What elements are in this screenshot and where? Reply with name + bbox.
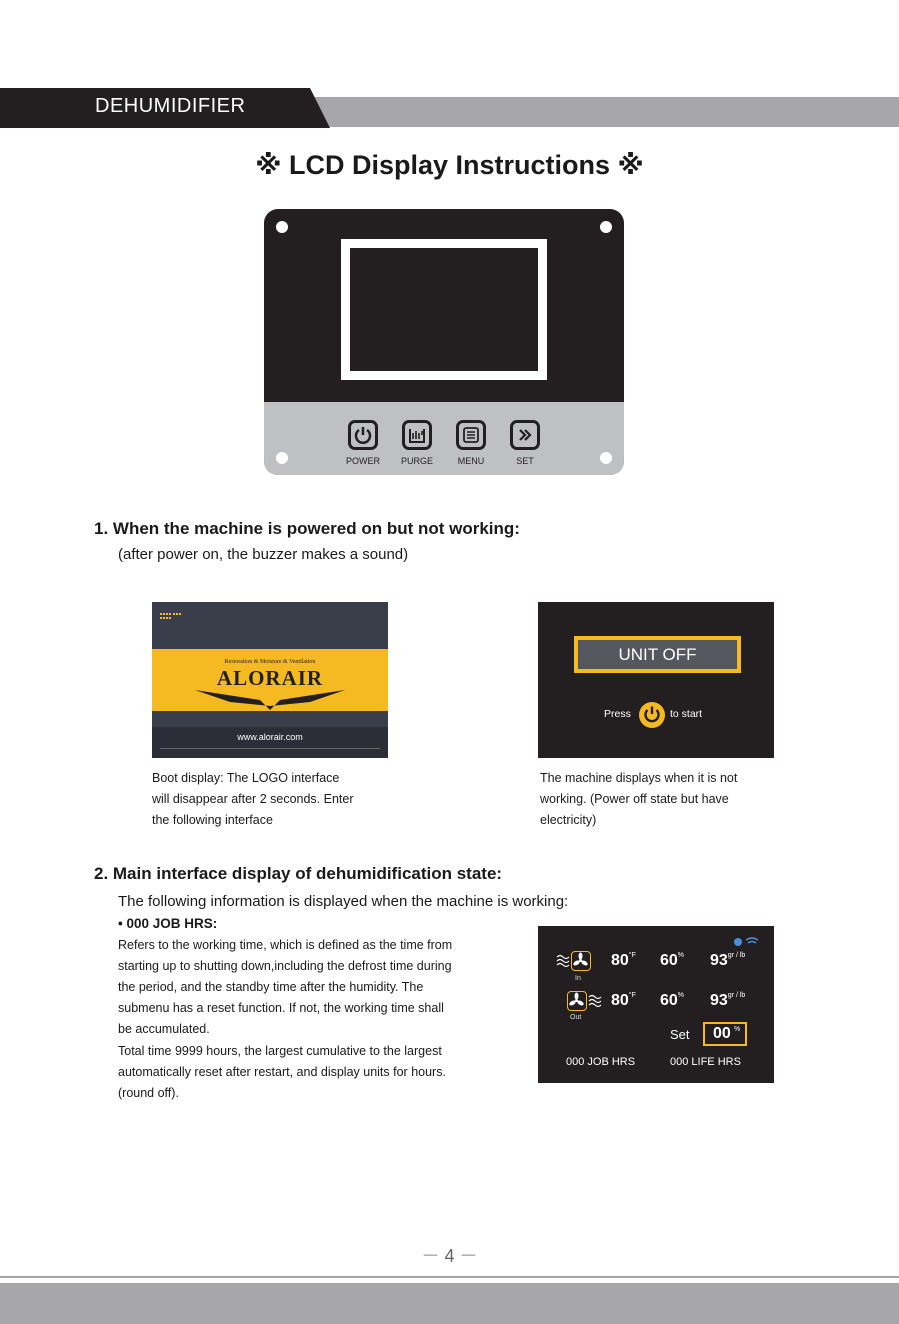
- in-grains: [710, 952, 745, 970]
- gr-unit: gr / lb: [727, 952, 746, 959]
- paragraph-line: Refers to the working time, which is defined as the time from: [118, 938, 453, 952]
- power-label: POWER: [345, 456, 380, 466]
- power-button[interactable]: [348, 420, 378, 450]
- caption-line: electricity): [540, 813, 597, 827]
- paragraph-line: automatically reset after restart, and display units for hours.: [118, 1065, 446, 1079]
- set-humidity-box: [703, 1022, 747, 1046]
- screw-top-left: [276, 221, 288, 233]
- caption-line: working. (Power off state but have: [540, 792, 729, 806]
- section2-heading: 2. Main interface display of dehumidification state:: [94, 864, 503, 883]
- screw-bottom-left: [276, 452, 288, 464]
- wave-icon: [556, 954, 572, 968]
- off-caption: [540, 768, 737, 831]
- caption-line: Boot display: The LOGO interface: [152, 771, 340, 785]
- menu-icon: [459, 423, 483, 447]
- status-dots-icon: [160, 611, 184, 621]
- brand-logo: ALORAIR: [216, 666, 324, 690]
- fan-out-icon: [567, 991, 587, 1011]
- logo-tagline: Restoration & Moisture & Ventilation: [224, 659, 316, 665]
- temp-unit: °F: [628, 952, 636, 959]
- boot-caption: [152, 768, 354, 831]
- hum-unit: %: [677, 992, 685, 999]
- section1-subheading: (after power on, the buzzer makes a sound): [118, 546, 409, 563]
- out-temp-value: 80: [611, 992, 629, 1009]
- screw-top-right: [600, 221, 612, 233]
- lcd-screen-frame: [341, 239, 547, 380]
- menu-label: MENU: [457, 456, 485, 466]
- control-panel-figure: [264, 209, 624, 475]
- menu-button[interactable]: [456, 420, 486, 450]
- in-label: In: [575, 975, 581, 982]
- bullet-title: 000 JOB HRS:: [126, 916, 218, 931]
- paragraph-line: be accumulated.: [118, 1022, 210, 1036]
- out-temperature: [611, 992, 636, 1010]
- bullet-dot: •: [118, 916, 127, 931]
- fan-in-icon: [571, 951, 591, 971]
- unit-off-status: UNIT OFF: [574, 636, 741, 673]
- out-grains: [710, 992, 745, 1010]
- set-unit: %: [734, 1026, 741, 1033]
- lcd-screen: [350, 248, 538, 371]
- set-text: Set: [670, 1027, 690, 1042]
- job-hrs-description: [118, 935, 452, 1040]
- main-working-screen: [538, 926, 774, 1083]
- set-button[interactable]: [510, 420, 540, 450]
- in-temp-value: 80: [611, 952, 629, 969]
- out-humidity: [660, 992, 684, 1010]
- caption-line: the following interface: [152, 813, 273, 827]
- out-hum-value: 60: [660, 992, 678, 1009]
- in-temperature: [611, 952, 636, 970]
- paragraph-line: the period, and the standby time after the humidity. The: [118, 980, 424, 994]
- temp-unit: °F: [628, 992, 636, 999]
- bullet-heading: [118, 916, 217, 931]
- section1-heading: 1. When the machine is powered on but not working:: [94, 519, 520, 538]
- wifi-status-icon: [732, 936, 762, 948]
- out-label: Out: [570, 1014, 582, 1021]
- to-start-text: to start: [670, 708, 703, 720]
- in-gr-value: 93: [710, 952, 728, 969]
- life-hrs-readout: 000 LIFE HRS: [670, 1056, 741, 1068]
- hum-unit: %: [677, 952, 685, 959]
- screw-bottom-right: [600, 452, 612, 464]
- press-text: Press: [604, 708, 631, 720]
- footer-line: [0, 1276, 899, 1278]
- paragraph-line: (round off).: [118, 1086, 179, 1100]
- set-arrows-icon: [513, 423, 537, 447]
- header-title: DEHUMIDIFIER: [95, 95, 246, 117]
- power-icon: [351, 423, 375, 447]
- footer-divider: [160, 748, 380, 749]
- footer-band: [0, 1283, 899, 1324]
- purge-icon: [405, 423, 429, 447]
- boot-screen: [152, 602, 388, 758]
- purge-label: PURGE: [400, 456, 433, 466]
- out-gr-value: 93: [710, 992, 728, 1009]
- caption-line: will disappear after 2 seconds. Enter: [152, 792, 354, 806]
- job-hrs-readout: 000 JOB HRS: [566, 1056, 636, 1068]
- gr-unit: gr / lb: [727, 992, 746, 999]
- page-title: ※ LCD Display Instructions ※: [255, 150, 644, 180]
- set-value: 00: [713, 1025, 731, 1042]
- in-hum-value: 60: [660, 952, 678, 969]
- website-url: www.alorair.com: [237, 732, 303, 742]
- power-icon: [638, 701, 666, 729]
- total-time-description: [118, 1041, 446, 1104]
- in-humidity: [660, 952, 684, 970]
- section2-subheading: The following information is displayed when the machine is working:: [118, 893, 569, 910]
- set-label: SET: [516, 456, 534, 466]
- wave-icon: [588, 994, 604, 1008]
- paragraph-line: Total time 9999 hours, the largest cumulative to the largest: [118, 1044, 442, 1058]
- page-number: － 4 －: [421, 1246, 478, 1266]
- purge-button[interactable]: [402, 420, 432, 450]
- caption-line: The machine displays when it is not: [540, 771, 738, 785]
- unit-off-screen: [538, 602, 774, 758]
- paragraph-line: submenu has a reset function. If not, the working time shall: [118, 1001, 444, 1015]
- paragraph-line: starting up to shutting down,including the defrost time during: [118, 959, 452, 973]
